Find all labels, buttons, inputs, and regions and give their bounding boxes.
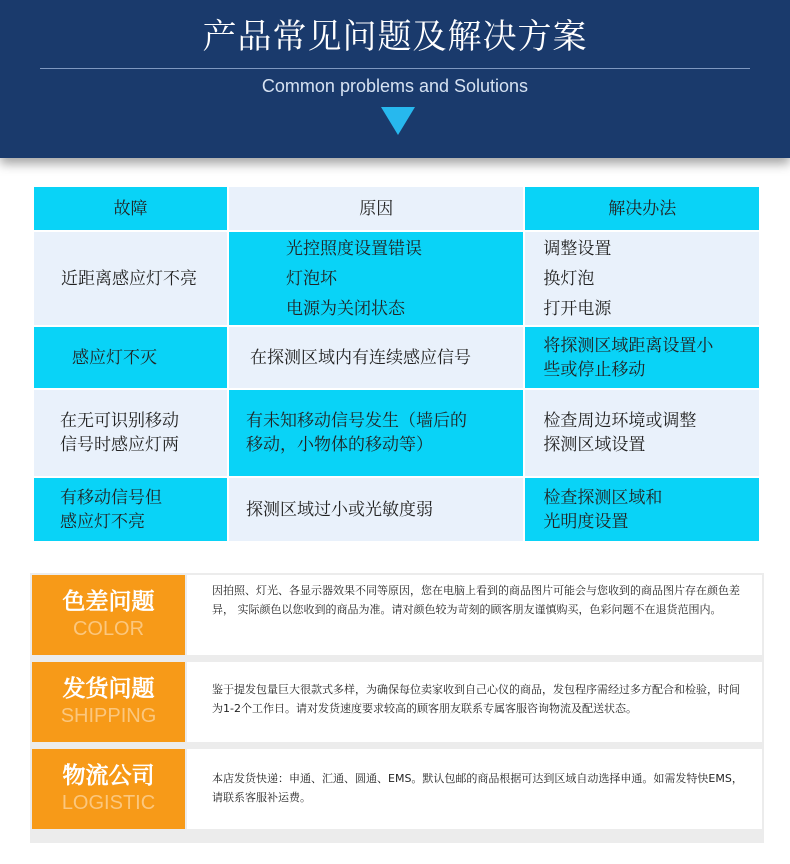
solution-cell [523, 230, 759, 325]
fault-text: 感应灯不亮 [60, 511, 145, 532]
solution-line: 探测区域设置 [543, 435, 646, 455]
header-solution: 解决办法 [523, 187, 759, 230]
cause-line: 移动，小物体的移动等） [246, 435, 433, 455]
cause-cell [227, 476, 523, 541]
solution-line: 光明度设置 [543, 511, 629, 532]
header-cause: 原因 [227, 187, 523, 230]
notice-text: 因拍照、灯光、各显示器效果不同等原因，您在电脑上看到的商品图片可能会与您收到的商品图片存在颜色差异， 实际颜色以您收到的商品为准。请对颜色较为苛刻的顾客朋友谨慎购买，色彩问题不在退货范围内。 [212, 584, 740, 616]
cause-line: 光控照度设置错误 [286, 238, 422, 259]
solution-line: 检查周边环境或调整 [543, 411, 697, 431]
title-divider [40, 68, 750, 69]
notice-description-box [187, 749, 762, 829]
table-row [34, 325, 759, 388]
fault-cell [34, 388, 227, 476]
fault-cell [34, 325, 227, 388]
notice-title: 发货问题 [62, 676, 155, 702]
notice-badge [32, 662, 185, 742]
cause-cell [227, 230, 523, 325]
notice-title-en: LOGISTIC [61, 792, 156, 814]
fault-text: 感应灯不灭 [72, 347, 157, 368]
notice-logistic [30, 747, 764, 831]
cause-line: 电源为关闭状态 [286, 298, 405, 319]
cause-line: 有未知移动信号发生（墙后的 [246, 411, 467, 431]
fault-text: 在无可识别移动 [60, 411, 179, 431]
notice-title: 物流公司 [62, 763, 155, 789]
notice-description-box [187, 575, 762, 655]
solution-line: 将探测区域距离设置小 [543, 335, 714, 356]
solution-line: 调整设置 [543, 238, 612, 259]
table-row [34, 388, 759, 476]
page-title: 产品常见问题及解决方案 [202, 17, 588, 57]
faq-table [34, 187, 759, 541]
faq-table-header [34, 187, 759, 230]
page-header [0, 0, 790, 158]
cause-line: 探测区域过小或光敏度弱 [246, 499, 433, 520]
notice-color [30, 573, 764, 657]
fault-text: 信号时感应灯两 [60, 435, 179, 455]
cause-cell [227, 388, 523, 476]
notice-text: 鉴于提发包量巨大很款式多样，为确保每位卖家收到自己心仪的商品，发包程序需经过多方配合和检验，时间为1-2个工作日。请对发货速度要求较高的顾客朋友联系专属客服咨询物流及配送状态。 [212, 683, 740, 715]
page-subtitle: Common problems and Solutions [261, 76, 529, 96]
solution-cell [523, 388, 759, 476]
solution-cell [523, 476, 759, 541]
cause-line: 灯泡坏 [286, 268, 337, 289]
solution-cell [523, 325, 759, 388]
notice-badge [32, 749, 185, 829]
header-fault: 故障 [34, 187, 227, 230]
fault-cell [34, 230, 227, 325]
notice-shipping [30, 660, 764, 744]
solution-line: 些或停止移动 [543, 359, 646, 380]
solution-line: 换灯泡 [543, 268, 595, 289]
fault-text: 近距离感应灯不亮 [61, 268, 197, 289]
notice-description-box [187, 662, 762, 742]
cause-line: 在探测区域内有连续感应信号 [250, 347, 471, 368]
solution-line: 检查探测区域和 [543, 487, 663, 508]
down-arrow-icon [381, 107, 415, 135]
notice-badge [32, 575, 185, 655]
solution-line: 打开电源 [543, 298, 612, 319]
notice-text: 本店发货快递：申通、汇通、圆通、EMS。默认包邮的商品根据可达到区域自动选择申通。如需发特快EMS，请联系客服补运费。 [212, 772, 743, 804]
table-row [34, 230, 759, 325]
fault-cell [34, 476, 227, 541]
fault-text: 有移动信号但 [60, 487, 162, 508]
notice-title-en: COLOR [72, 618, 145, 640]
notice-title-en: SHIPPING [60, 705, 157, 727]
notice-title: 色差问题 [62, 589, 155, 615]
cause-cell [227, 325, 523, 388]
table-row [34, 476, 759, 541]
